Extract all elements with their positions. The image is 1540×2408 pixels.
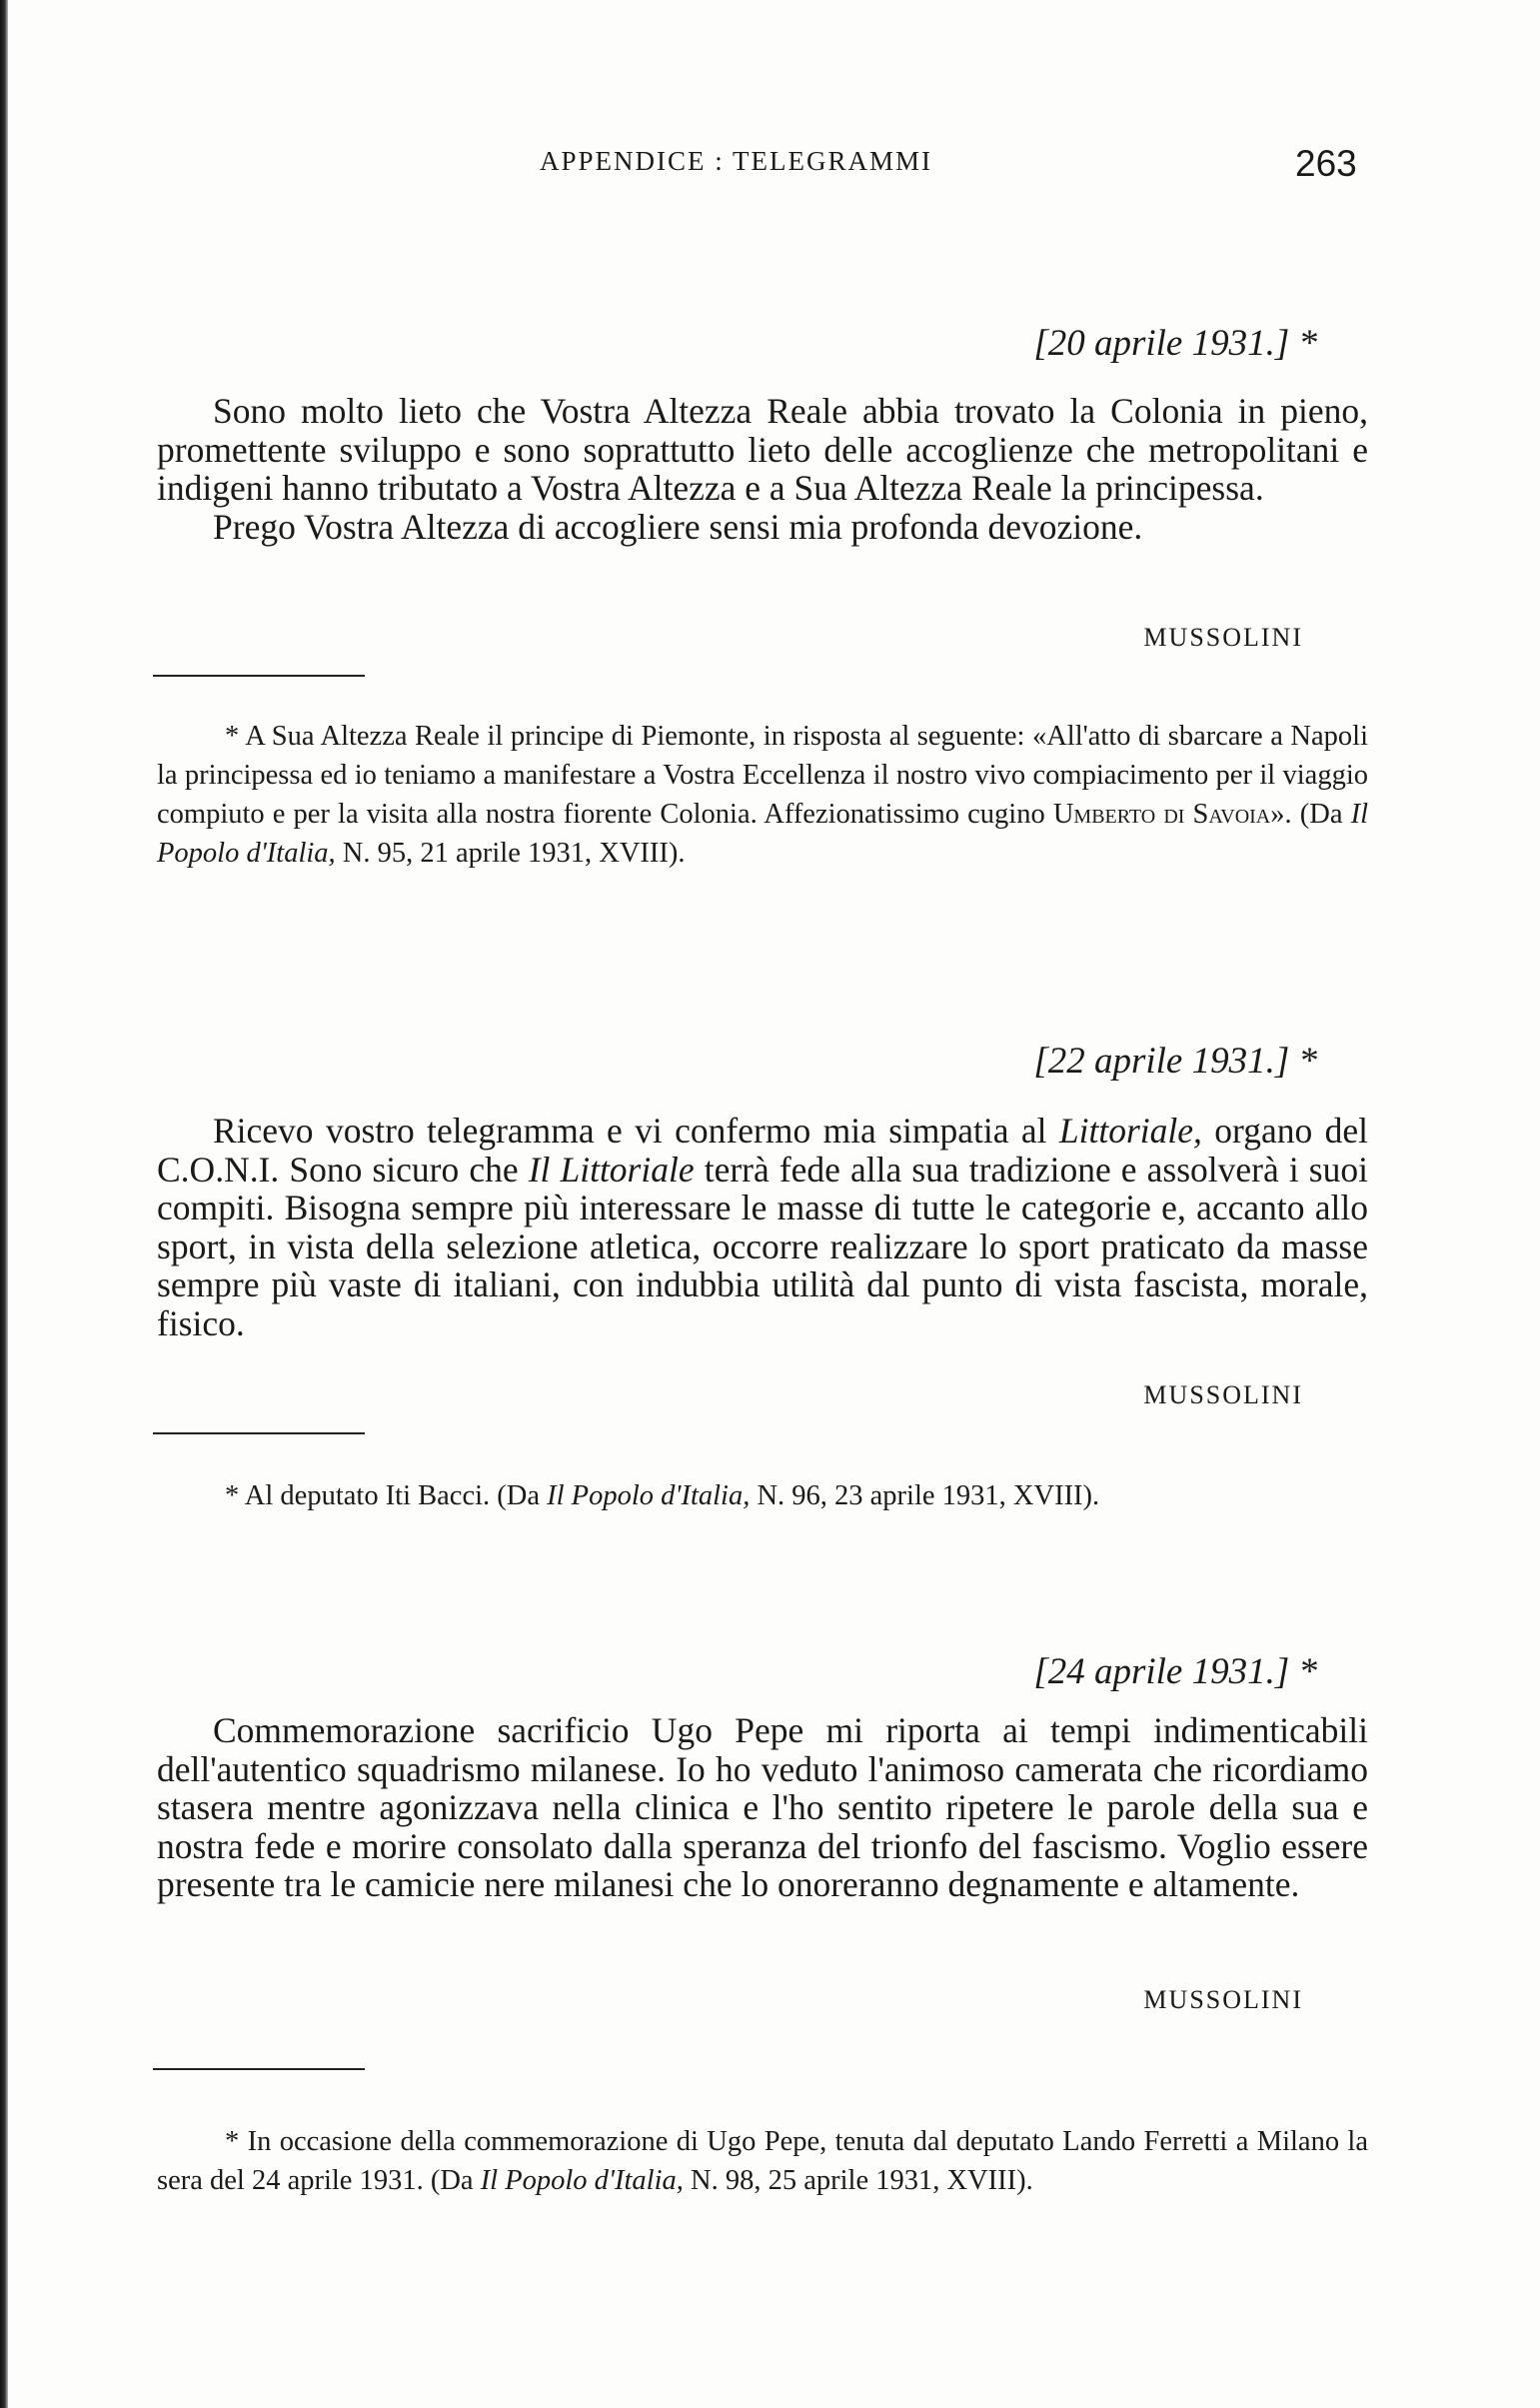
footnote-3-text: * In occasione della commemorazione di Ugo Pepe, tenuta dal deputato Lando Ferretti a Milano la sera del 24 aprile 1931. (Da (157, 2126, 1368, 2196)
telegram-2-body (157, 1112, 1368, 1342)
telegram-2-footnote (157, 1476, 1368, 1515)
telegram-3-signature: MUSSOLINI (1143, 1985, 1303, 2014)
footnote-3-source-title: Il Popolo d'Italia, (480, 2165, 684, 2196)
telegram-2-signature: MUSSOLINI (1143, 1380, 1303, 1409)
telegram-2-paragraph (157, 1112, 1368, 1342)
telegram-2-date: [22 aprile 1931.] * (1033, 1041, 1317, 1082)
telegram-3-paragraph-1: Commemorazione sacrificio Ugo Pepe mi riporta ai tempi indimenticabili dell'autentico squadrismo milanese. Io ho veduto l'animoso camerata che ricordiamo stasera mentre agonizzava nella clinica e l'ho sentito ripetere le parole della sua e nostra fede e morire consolato dalla speranza del trionfo del fascismo. Voglio essere presente tra le camicie nere milanesi che lo onoreranno degnamente e altamente. (157, 1710, 1368, 1904)
telegram-1-date: [20 aprile 1931.] * (1033, 323, 1317, 364)
footnote-rule-2 (153, 1432, 365, 1434)
page-binding-edge (0, 0, 8, 2408)
footnote-1-signer: Umberto di Savoia (1052, 799, 1271, 830)
telegram-3-footnote (157, 2122, 1368, 2200)
telegram-1-paragraph-2: Prego Vostra Altezza di accogliere sensi mia profonda devozione. (213, 506, 1143, 547)
footnote-1-text-after: ». (Da (1270, 799, 1351, 830)
telegram-1-paragraph-1: Sono molto lieto che Vostra Altezza Reale abbia trovato la Colonia in pieno, promettente sviluppo e sono soprattutto lieto delle accoglienze che metropolitani e indigeni hanno tributato a Vostra Altezza e a Sua Altezza Reale la principessa. (157, 391, 1368, 508)
telegram-1-footnote (157, 717, 1368, 873)
telegram-2-text-1: Ricevo vostro telegramma e vi confermo mia simpatia al (213, 1111, 1059, 1151)
footnote-rule-1 (153, 675, 365, 677)
telegram-3-body (157, 1711, 1368, 1904)
telegram-2-italic-1: Littoriale, (1058, 1111, 1202, 1151)
footnote-2-text: * Al deputato Iti Bacci. (Da (225, 1480, 548, 1511)
telegram-3-date: [24 aprile 1931.] * (1033, 1651, 1317, 1692)
telegram-1-body (157, 392, 1368, 546)
telegram-2-text-3: terrà fede alla sua tradizione e assolverà i suoi compiti. Bisogna sempre più interessare le masse di tutte le categorie e, accanto allo sport, in vista della selezione atletica, occorre realizzare lo sport praticato da masse sempre più vaste di italiani, con indubbia utilità dal punto di vista fascista, morale, fisico. (157, 1149, 1368, 1343)
page-number: 263 (1295, 143, 1357, 184)
footnote-1-text: * A Sua Altezza Reale il principe di Piemonte, in risposta al seguente: «All'atto di sbarcare a Napoli la principessa ed io teniamo a manifestare a Vostra Eccellenza il nostro vivo compiacimento per il viaggio compiuto e per la visita alla nostra fiorente Colonia. Affezionatissimo cugino (157, 721, 1368, 830)
telegram-2-italic-2: Il Littoriale (528, 1149, 695, 1190)
footnote-1-source-title: Il Popolo d'Italia, (157, 799, 1369, 869)
footnote-2-source-rest: N. 96, 23 aprile 1931, XVIII). (750, 1480, 1100, 1511)
footnote-2-source-title: Il Popolo d'Italia, (547, 1480, 751, 1511)
running-head: APPENDICE : TELEGRAMMI (540, 146, 933, 176)
telegram-2-text-2: organo del C.O.N.I. Sono sicuro che (157, 1111, 1368, 1190)
footnote-1-source-rest: N. 95, 21 aprile 1931, XVIII). (335, 838, 686, 869)
footnote-3-source-rest: N. 98, 25 aprile 1931, XVIII). (683, 2165, 1033, 2196)
telegram-1-signature: MUSSOLINI (1143, 623, 1303, 652)
footnote-rule-3 (153, 2068, 365, 2070)
